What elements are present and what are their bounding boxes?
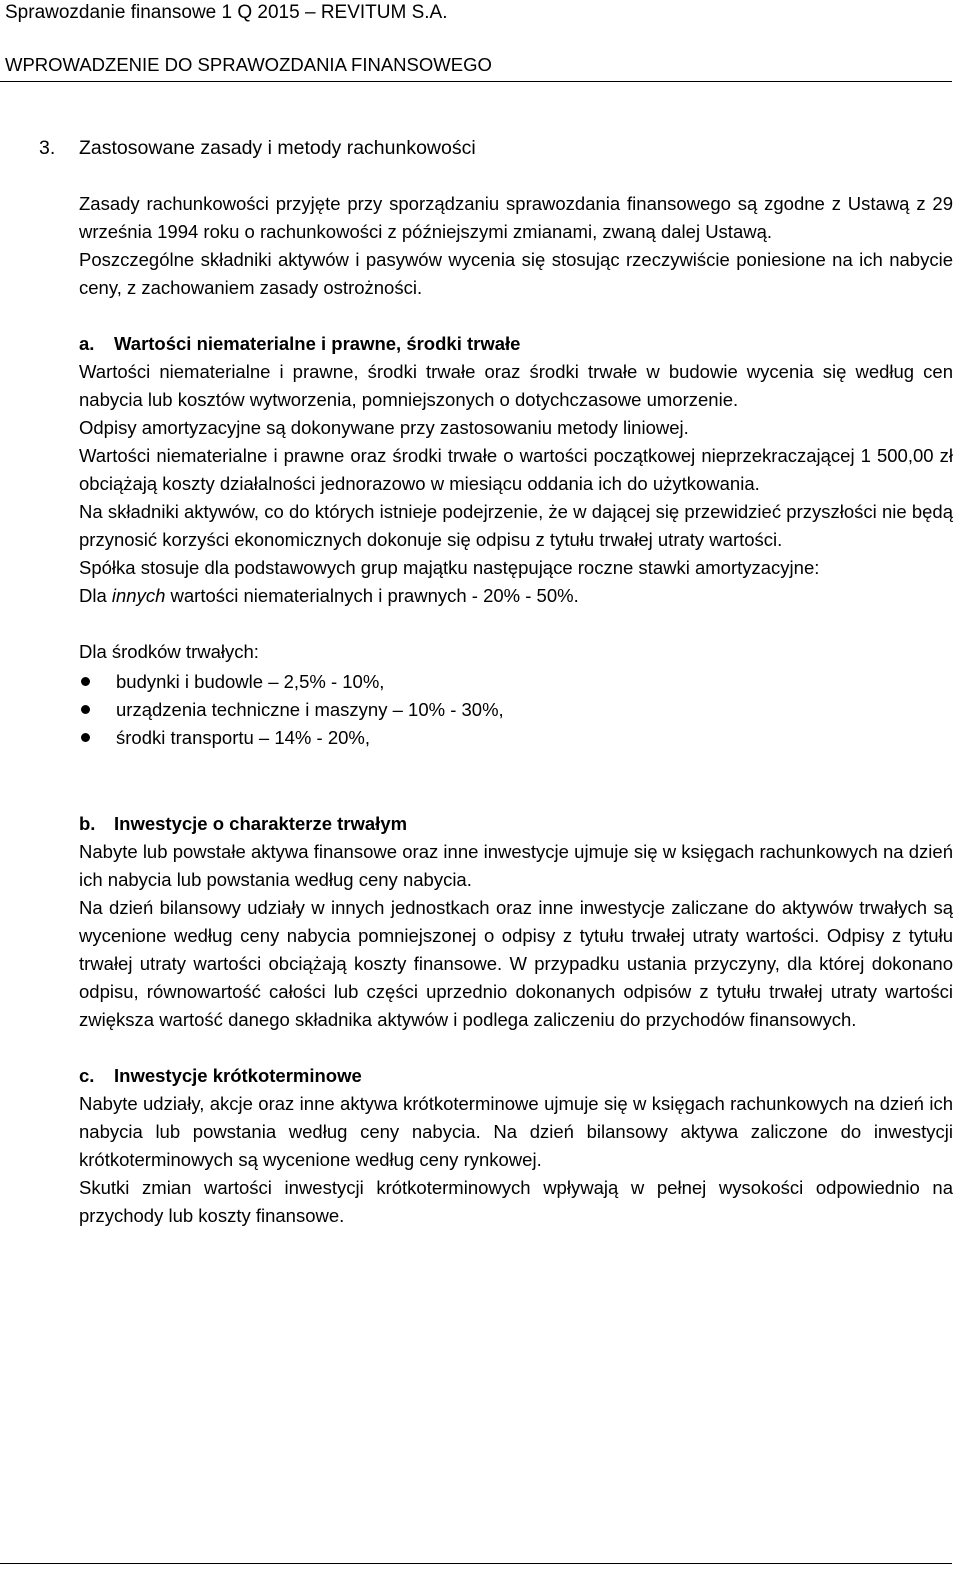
section-b-title: Inwestycje o charakterze trwałym: [114, 813, 408, 834]
section-3-paragraph-2: Poszczególne składniki aktywów i pasywów wycenia się stosując rzeczywiście poniesione na ich nabycie ceny, z zachowaniem zasady ostrożności.: [79, 249, 953, 298]
section-a-paragraph-2: Odpisy amortyzacyjne są dokonywane przy zastosowaniu metody liniowej.: [79, 417, 689, 438]
list-item-text: urządzenia techniczne i maszyny – 10% - 30%,: [116, 699, 504, 720]
list-item-text: środki transportu – 14% - 20%,: [116, 727, 370, 748]
section-a-paragraph-5: Spółka stosuje dla podstawowych grup majątku następujące roczne stawki amortyzacyjne:: [79, 557, 820, 578]
footer-divider: [0, 1563, 952, 1564]
section-a-paragraph-1: Wartości niematerialne i prawne, środki trwałe oraz środki trwałe w budowie wycenia się według cen nabycia lub kosztów wytworzenia, pomniejszonych o dotychczasowe umorzenie.: [79, 361, 953, 410]
bullet-icon: [81, 705, 90, 714]
section-b-paragraph-1: Nabyte lub powstałe aktywa finansowe oraz inne inwestycje ujmuje się w księgach rachunkowych na dzień ich nabycia lub powstania według ceny nabycia.: [79, 841, 953, 890]
intangibles-rate-text: wartości niematerialnych i prawnych - 20% - 50%.: [165, 585, 579, 606]
section-b-paragraph-2: Na dzień bilansowy udziały w innych jednostkach oraz inne inwestycje zaliczane do aktywów trwałych są wycenione według ceny nabycia pomniejszonej o odpisy z tytułu trwałej utraty wartości. Odpisy z tytułu trwałej utraty wartości obciążają koszty finansowe. W przypadku ustania przyczyny, dla której dokonano odpisu, równowartość całości lub części uprzednio dokonanych odpisów z tytułu trwałej utraty wartości zwiększa wartość danego składnika aktywów i podlega zaliczeniu do przychodów finansowych.: [79, 897, 953, 1030]
header-divider: [0, 81, 952, 82]
section-a-letter: a.: [79, 333, 95, 354]
document-body: [39, 134, 953, 1230]
section-c-paragraph-1: Nabyte udziały, akcje oraz inne aktywa krótkoterminowe ujmuje się w księgach rachunkowych na dzień ich nabycia lub powstania według ceny nabycia. Na dzień bilansowy aktywa zaliczone do inwestycji krótkoterminowych są wycenione według ceny rynkowej.: [79, 1093, 953, 1170]
section-3-number: 3.: [39, 137, 56, 159]
intangibles-rate-emphasis: innych: [111, 585, 166, 606]
section-c-title: Inwestycje krótkoterminowe: [114, 1065, 362, 1086]
section-c-letter: c.: [79, 1065, 95, 1086]
section-3-title: Zastosowane zasady i metody rachunkowości: [79, 137, 476, 159]
section-a-paragraph-4: Na składniki aktywów, co do których istnieje podejrzenie, że w dającej się przewidzieć przyszłości nie będą przynosić korzyści ekonomicznych dokonuje się odpisu z tytułu trwałej utraty wartości.: [79, 501, 953, 550]
section-3-heading: [39, 134, 953, 162]
section-c-heading: [79, 1062, 953, 1090]
document-header-title: Sprawozdanie finansowe 1 Q 2015 – REVITUM S.A.: [5, 2, 448, 23]
list-item-text: budynki i budowle – 2,5% - 10%,: [116, 671, 385, 692]
section-b-heading: [79, 810, 953, 838]
bullet-icon: [81, 677, 90, 686]
section-b-letter: b.: [79, 813, 96, 834]
section-3-paragraph-1: Zasady rachunkowości przyjęte przy sporządzaniu sprawozdania finansowego są zgodne z Ustawą z 29 września 1994 roku o rachunkowości z późniejszymi zmianami, zwaną dalej Ustawą.: [79, 193, 953, 242]
section-a-paragraph-6: [79, 582, 953, 610]
intangibles-rate-prefix: Dla: [79, 585, 112, 606]
list-item: [79, 696, 953, 724]
depreciation-rates-list: [79, 668, 953, 752]
list-item: [79, 668, 953, 696]
list-item: [79, 724, 953, 752]
document-header-subtitle: WPROWADZENIE DO SPRAWOZDANIA FINANSOWEGO: [5, 54, 492, 75]
section-a-heading: [79, 330, 953, 358]
fixed-assets-label: Dla środków trwałych:: [79, 641, 259, 662]
section-a-paragraph-3: Wartości niematerialne i prawne oraz środki trwałe o wartości początkowej nieprzekraczającej 1 500,00 zł obciążają koszty działalności jednorazowo w miesiącu oddania ich do użytkowania.: [79, 445, 953, 494]
bullet-icon: [81, 733, 90, 742]
section-c-paragraph-2: Skutki zmian wartości inwestycji krótkoterminowych wpływają w pełnej wysokości odpowiednio na przychody lub koszty finansowe.: [79, 1177, 953, 1226]
section-a-title: Wartości niematerialne i prawne, środki trwałe: [114, 333, 521, 354]
